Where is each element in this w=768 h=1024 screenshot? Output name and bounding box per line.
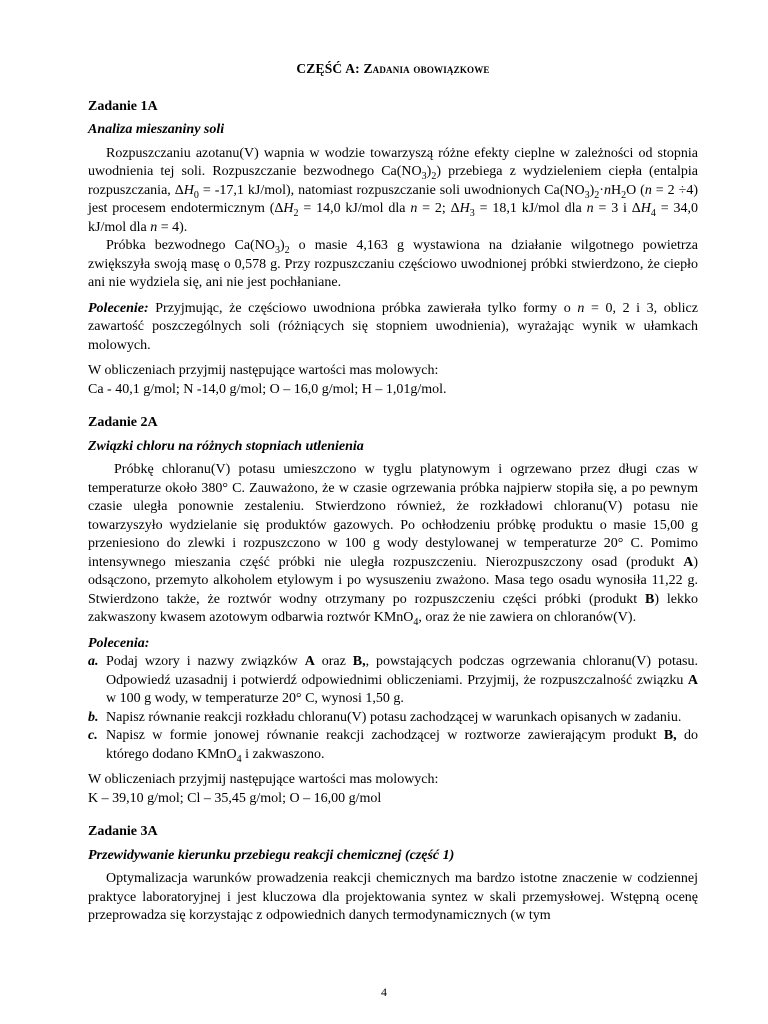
task-1a [88,98,698,400]
document-page [88,60,698,926]
task-1a-command: Polecenie: Przyjmując, że częściowo uwodniona próbka zawierała tylko formy o n = 0, 2 i 3, oblicz zawartość poszczególnych soli (różniących się stopniem uwodnienia), wyrażając wynik w ułamkach molowych. [88,300,698,353]
part-title [88,60,698,79]
part-title-prefix: CZĘŚĆ A: [296,61,360,76]
task-2a-paragraph-1: Próbkę chloranu(V) potasu umieszczono w tyglu platynowym i ogrzewano przez długi czas w temperaturze około 380° C. Zauważono, że w czasie ogrzewania próbka najpierw stopiła się, a po pewnym czasie uległa ponownie zestaleniu. Stwierdzono również, że rozkładowi chloranu(V) potasu nie towarzyszyło wydzielanie się produktów gazowych. Po ochłodzeniu próbkę produktu o masie 15,00 g przeniesiono do zlewki i rozpuszczono w 100 g wody destylowanej w temperaturze 20° C. Pomimo intensywnego mieszania część próbki nie uległa rozpuszczeniu. Nierozpuszczony osad (produkt A) odsączono, przemyto alkoholem etylowym i po wysuszeniu zważono. Masa tego osadu wynosiła 11,22 g. Stwierdzono także, że roztwór wodny otrzymany po rozpuszczeniu części próbki (produkt B) lekko zakwaszony kwasem azotowym odbarwia roztwór KMnO$_4$, oraz że nie zawiera on chloranów(V). [88,462,698,628]
task-1a-masses: Ca - 40,1 g/mol; N -14,0 g/mol; O – 16,0 g/mol; H – 1,01g/mol. [88,381,447,397]
task-2a-commands-list [88,653,698,764]
task-3a-paragraph-1: Optymalizacja warunków prowadzenia reakcji chemicznych ma bardzo istotne znaczenie w codziennej praktyce laboratoryjnej i jest kluczowa dla projektowania syntez w skali przemysłowej. Wstępną ocenę przeprowadza się korzystając z odpowiednich danych termodynamicznych (w tym [88,871,698,923]
task-2a-command-a: a. Podaj wzory i nazwy związków A oraz B,, powstających podczas ogrzewania chloranu(V) potasu. Odpowiedź uzasadnij i potwierdź odpowiednimi obliczeniami. Przyjmij, że rozpuszczalność związku A w 100 g wody, w temperaturze 20° C, wynosi 1,50 g. [88,654,698,706]
task-1a-paragraph-2: Próbka bezwodnego $Ca(NO_3)_2$ o masie 4,163 g wystawiona na działanie wilgotnego powietrza zwiększyła swoją masę o 0,578 g. Przy rozpuszczaniu częściowo uwodnionej próbki stwierdzono, że ciepło ani nie wydziela się, ani nie jest pochłaniane. [88,238,698,290]
part-title-rest: Zadania obowiązkowe [363,61,490,76]
task-1a-heading: Zadanie 1A [88,98,158,114]
task-2a-masses-intro: W obliczeniach przyjmij następujące wartości mas molowych: [88,772,439,787]
task-1a-paragraph-1: Rozpuszczaniu azotanu(V) wapnia w wodzie towarzyszą różne efekty cieplne w zależności od stopnia uwodnienia tej soli. Rozpuszczanie bezwodnego $Ca(NO_3)_2$) przebiega z wydzieleniem ciepła (entalpia rozpuszczania, $\Delta H_0 = -17,1$ kJ/mol), natomiast rozpuszczanie soli uwodnionych $Ca(NO_3)_2\cdot nH_2O$ (n = 2 ÷4) jest procesem endotermicznym ($\Delta H_2 = 14,0$ kJ/mol dla n = 2; $\Delta H_3 = 18,1$ kJ/mol dla n = 3 i $\Delta H_4 = 34,0$ kJ/mol dla n = 4). [88,145,699,235]
task-2a-masses: K – 39,10 g/mol; Cl – 35,45 g/mol; O – 16,00 g/mol [88,790,382,806]
page-number: 4 [381,985,387,999]
task-2a-subtitle: Związki chloru na różnych stopniach utlenienia [88,438,364,454]
task-2a-command-b: b. Napisz równanie reakcji rozkładu chloranu(V) potasu zachodzącej w warunkach opisanych w zadaniu. [88,709,682,725]
task-3a-heading: Zadanie 3A [88,824,158,839]
task-3a [88,823,698,926]
task-1a-subtitle: Analiza mieszaniny soli [88,122,225,137]
task-1a-masses-intro: W obliczeniach przyjmij następujące wartości mas molowych: [88,363,439,378]
task-2a-commands-label: Polecenia: [88,635,150,651]
task-2a [88,414,698,808]
task-2a-heading: Zadanie 2A [88,415,158,430]
task-2a-command-c: c. Napisz w formie jonowej równanie reakcji zachodzącej w roztworze zawierającym produkt B, do którego dodano KMnO$_4$ i zakwaszono. [88,728,699,765]
task-3a-subtitle: Przewidywanie kierunku przebiegu reakcji chemicznej (część 1) [88,847,455,863]
